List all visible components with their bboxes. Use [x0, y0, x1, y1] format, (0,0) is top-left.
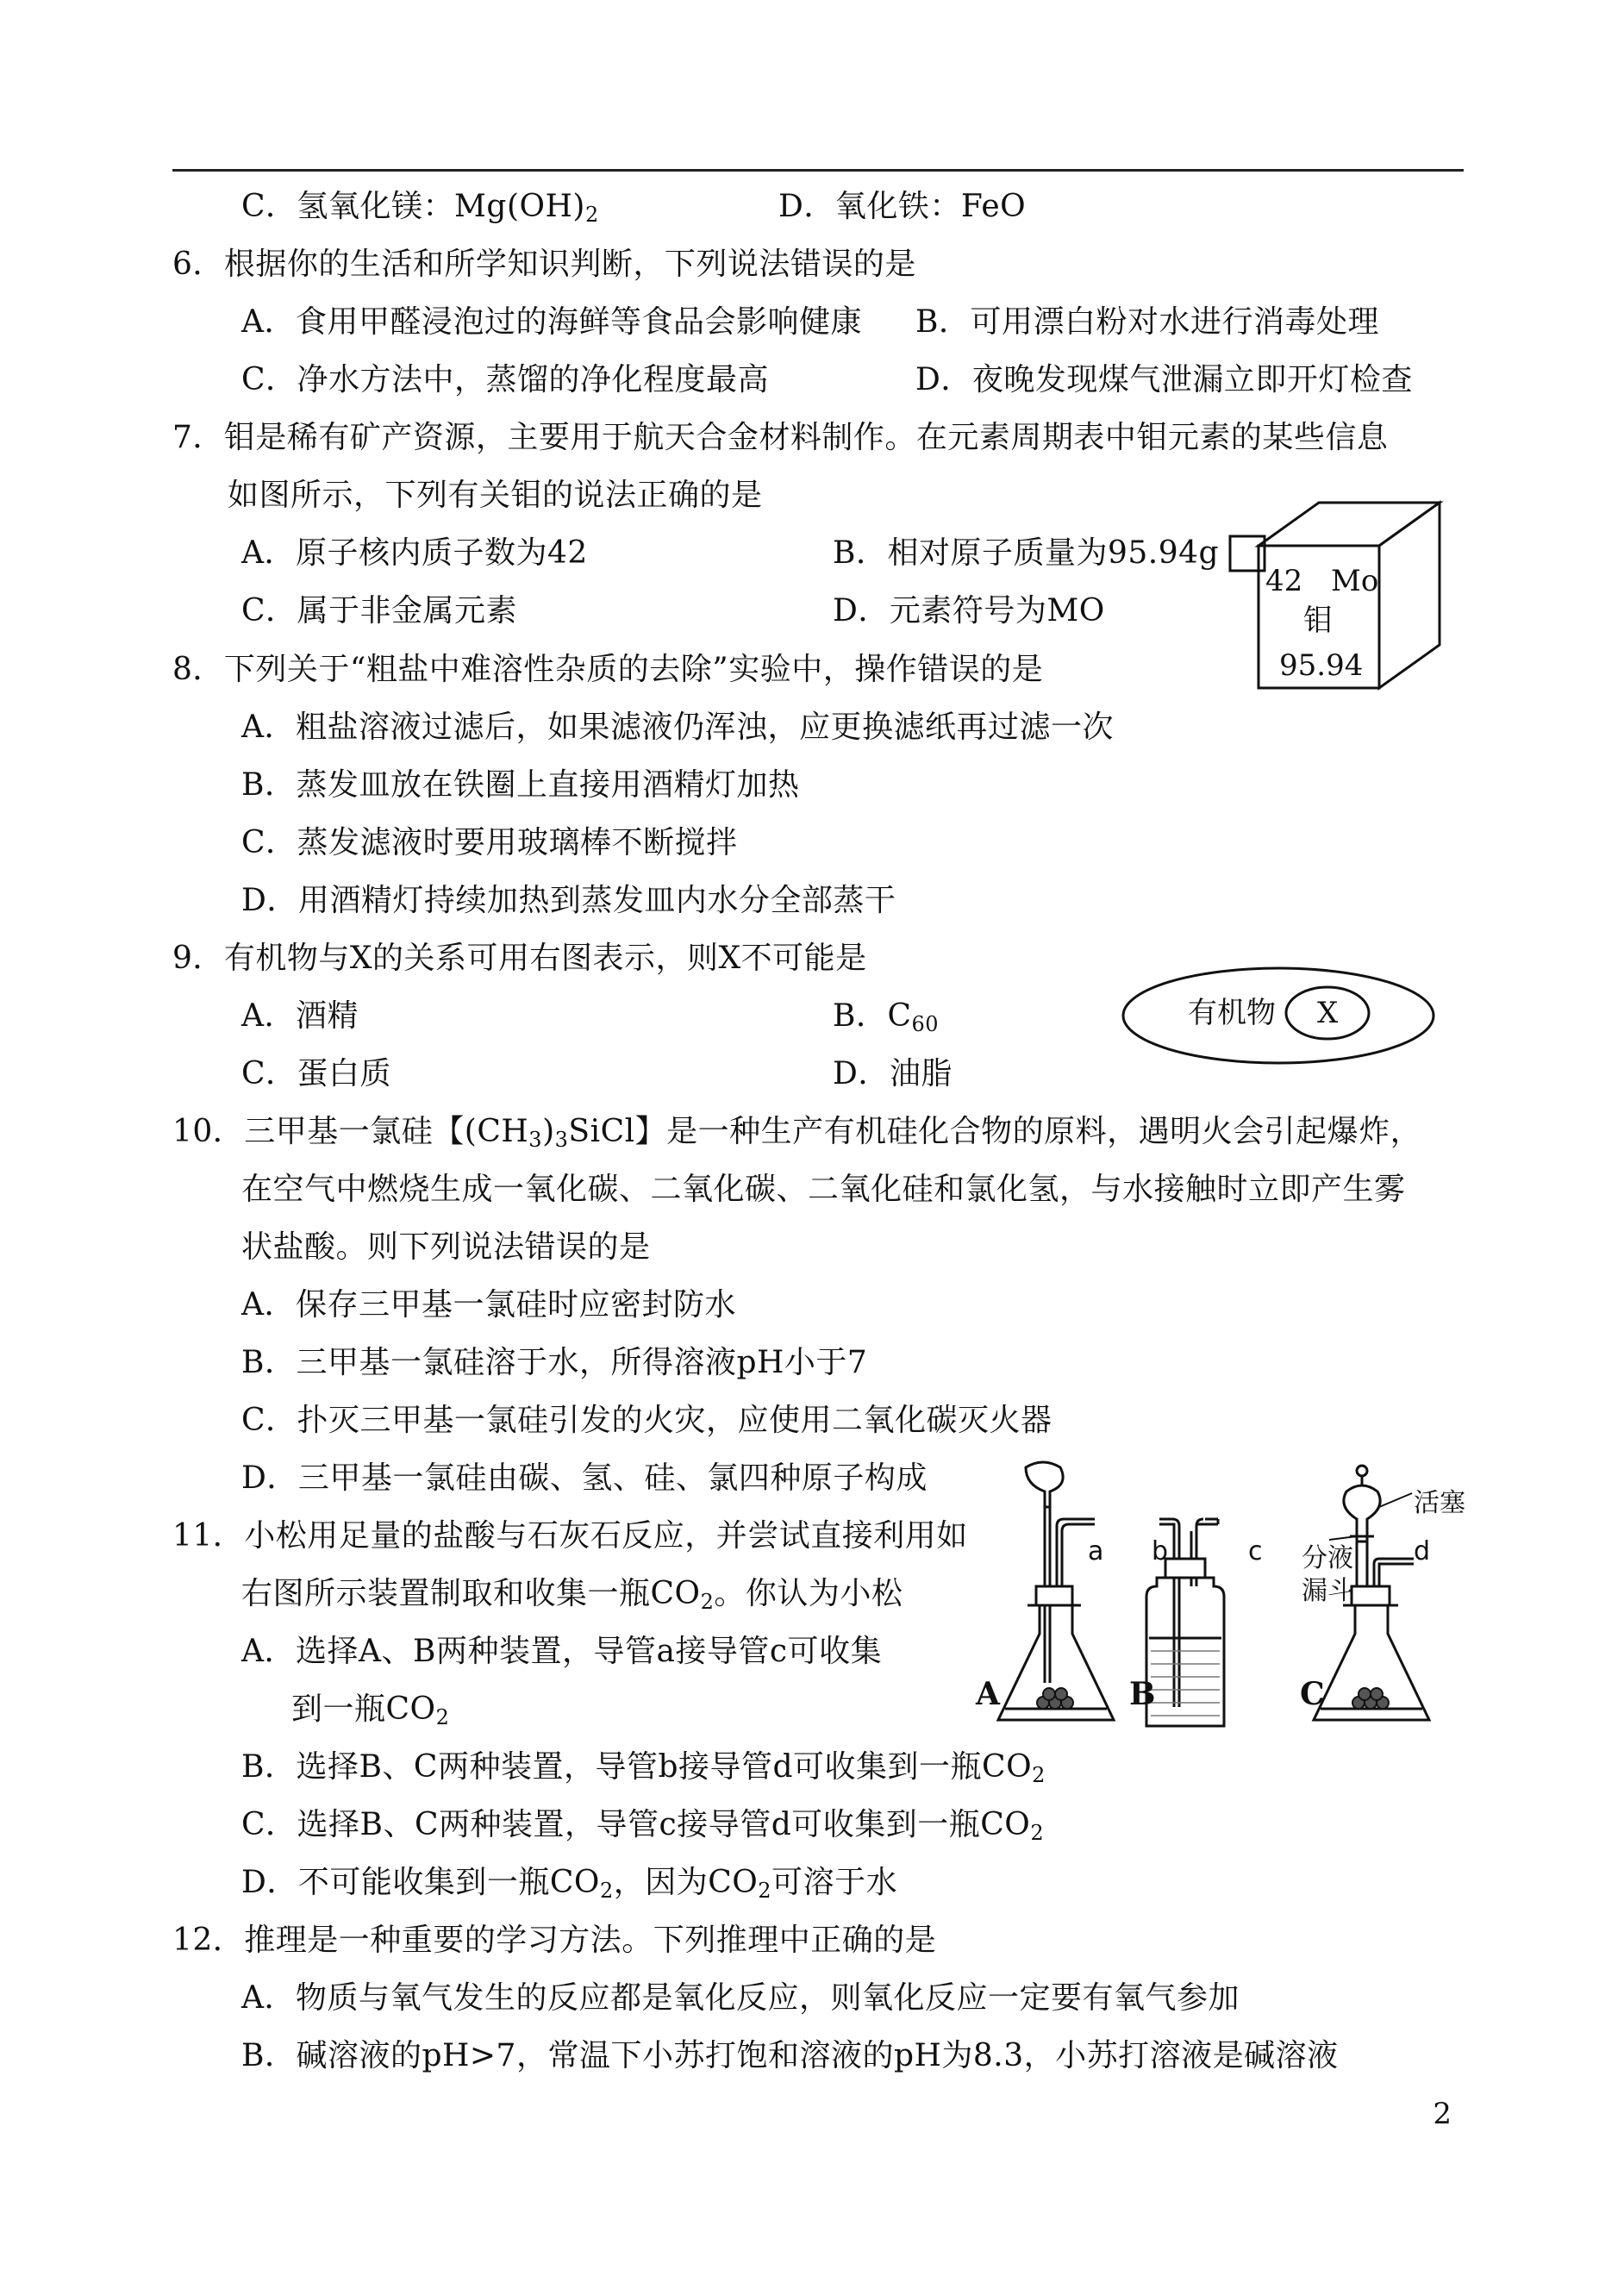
element-name: 钼 — [1303, 603, 1333, 638]
funnel-label-line1: 分液 — [1302, 1543, 1353, 1573]
tube-b-label: b — [1152, 1536, 1169, 1566]
page-number: 2 — [1433, 2097, 1452, 2131]
q10-option-c: C．扑灭三甲基一氯硅引发的火灾，应使用二氧化碳灭火器 — [241, 1403, 1052, 1438]
q12-option-a: A．物质与氧气发生的反应都是氧化反应，则氧化反应一定要有氧气参加 — [241, 1980, 1240, 2016]
apparatus-a — [998, 1462, 1114, 1720]
q6-option-a: A．食用甲醛浸泡过的海鲜等食品会影响健康 — [241, 304, 862, 340]
q8-option-b: B．蒸发皿放在铁圈上直接用酒精灯加热 — [241, 767, 800, 803]
q6-option-b: B．可用漂白粉对水进行消毒处理 — [915, 304, 1379, 340]
apparatus-c-label: C — [1300, 1676, 1325, 1712]
organic-set-diagram — [1119, 964, 1438, 1067]
q8-stem: 8．下列关于“粗盐中难溶性杂质的去除”实验中，操作错误的是 — [172, 652, 1044, 687]
tube-a-label: a — [1088, 1536, 1104, 1566]
q9-option-a: A．酒精 — [241, 998, 359, 1034]
q10-option-d: D．三甲基一氯硅由碳、氢、硅、氯四种原子构成 — [241, 1460, 928, 1496]
q7-stem-line2: 如图所示，下列有关钼的说法正确的是 — [228, 478, 763, 513]
tube-c-label: c — [1248, 1536, 1263, 1566]
diagram-inner-label: X — [1317, 996, 1339, 1030]
q7-option-d: D．元素符号为MO — [833, 593, 1105, 628]
q10-stem-line1: 10．三甲基一氯硅【$(CH_3)_3SiCl$】是一种生产有机硅化合物的原料，遇明火会引起爆炸， — [172, 1114, 1422, 1152]
q9-stem: 9．有机物与X的关系可用右图表示，则X不可能是 — [172, 941, 867, 976]
q9-option-d: D．油脂 — [833, 1056, 953, 1091]
q5-option-d: D．氧化铁：FeO — [778, 189, 1027, 224]
q8-option-a: A．粗盐溶液过滤后，如果滤液仍浑浊，应更换滤纸再过滤一次 — [241, 710, 1114, 745]
tube-d-label: d — [1414, 1536, 1431, 1566]
q11-option-c: C．选择B、C两种装置，导管c接导管d可收集到一瓶$CO_2$ — [241, 1807, 1045, 1845]
apparatus-b-label: B — [1129, 1676, 1156, 1712]
q6-stem: 6．根据你的生活和所学知识判断，下列说法错误的是 — [172, 247, 916, 282]
q11-option-a-line2: 到一瓶$CO_2$ — [291, 1692, 450, 1729]
apparatus-figure — [974, 1457, 1474, 1742]
header-rule — [172, 169, 1464, 172]
q8-option-d: D．用酒精灯持续加热到蒸发皿内水分全部蒸干 — [241, 883, 896, 918]
q11-option-d: D．不可能收集到一瓶$CO_2$，因为$CO_2$可溶于水 — [241, 1865, 898, 1903]
q11-option-a-line1: A．选择A、B两种装置，导管a接导管c可收集 — [241, 1634, 883, 1669]
q7-stem-line1: 7．钼是稀有矿产资源，主要用于航天合金材料制作。在元素周期表中钼元素的某些信息 — [172, 420, 1389, 455]
apparatus-b-liquid — [1151, 1651, 1220, 1716]
q5-option-c: C．氢氧化镁：$Mg(OH)_2$ — [241, 189, 599, 227]
apparatus-a-stones — [1037, 1688, 1073, 1709]
q7-option-b: B．相对原子质量为95.94g — [833, 535, 1220, 571]
q7-option-c: C．属于非金属元素 — [241, 593, 518, 628]
q10-stem-line2: 在空气中燃烧生成一氧化碳、二氧化碳、二氧化硅和氯化氢，与水接触时立即产生雾 — [241, 1172, 1406, 1207]
apparatus-c-stones — [1352, 1688, 1389, 1709]
q11-stem-line1: 11．小松用足量的盐酸与石灰石反应，并尝试直接利用如 — [172, 1518, 968, 1554]
diagram-outer-label: 有机物 — [1188, 996, 1276, 1030]
funnel-label-line2: 漏斗 — [1302, 1576, 1353, 1606]
q7-option-a: A．原子核内质子数为42 — [241, 535, 588, 571]
q8-option-c: C．蒸发滤液时要用玻璃棒不断搅拌 — [241, 825, 738, 860]
element-atomic-number: 42 — [1265, 564, 1303, 598]
q9-option-b: B．$C_{60}$ — [833, 998, 940, 1036]
apparatus-a-label: A — [976, 1676, 1000, 1712]
q10-option-b: B．三甲基一氯硅溶于水，所得溶液pH小于7 — [241, 1345, 868, 1380]
q10-stem-line3: 状盐酸。则下列说法错误的是 — [241, 1229, 651, 1265]
element-symbol: Mo — [1331, 564, 1379, 598]
stopcock-label: 活塞 — [1414, 1488, 1465, 1518]
q12-option-b: B．碱溶液的pH>7，常温下小苏打饱和溶液的pH为8.3，小苏打溶液是碱溶液 — [241, 2038, 1339, 2073]
q9-option-c: C．蛋白质 — [241, 1056, 392, 1091]
q10-option-a: A．保存三甲基一氯硅时应密封防水 — [241, 1287, 736, 1323]
q6-option-c: C．净水方法中，蒸馏的净化程度最高 — [241, 362, 770, 397]
q6-option-d: D．夜晚发现煤气泄漏立即开灯检查 — [915, 362, 1413, 397]
q11-stem-line2: 右图所示装置制取和收集一瓶$CO_2$。你认为小松 — [241, 1576, 903, 1614]
element-atomic-mass: 95.94 — [1279, 648, 1364, 683]
q12-stem: 12．推理是一种重要的学习方法。下列推理中正确的是 — [172, 1923, 937, 1958]
q11-option-b: B．选择B、C两种装置，导管b接导管d可收集到一瓶$CO_2$ — [241, 1749, 1046, 1787]
